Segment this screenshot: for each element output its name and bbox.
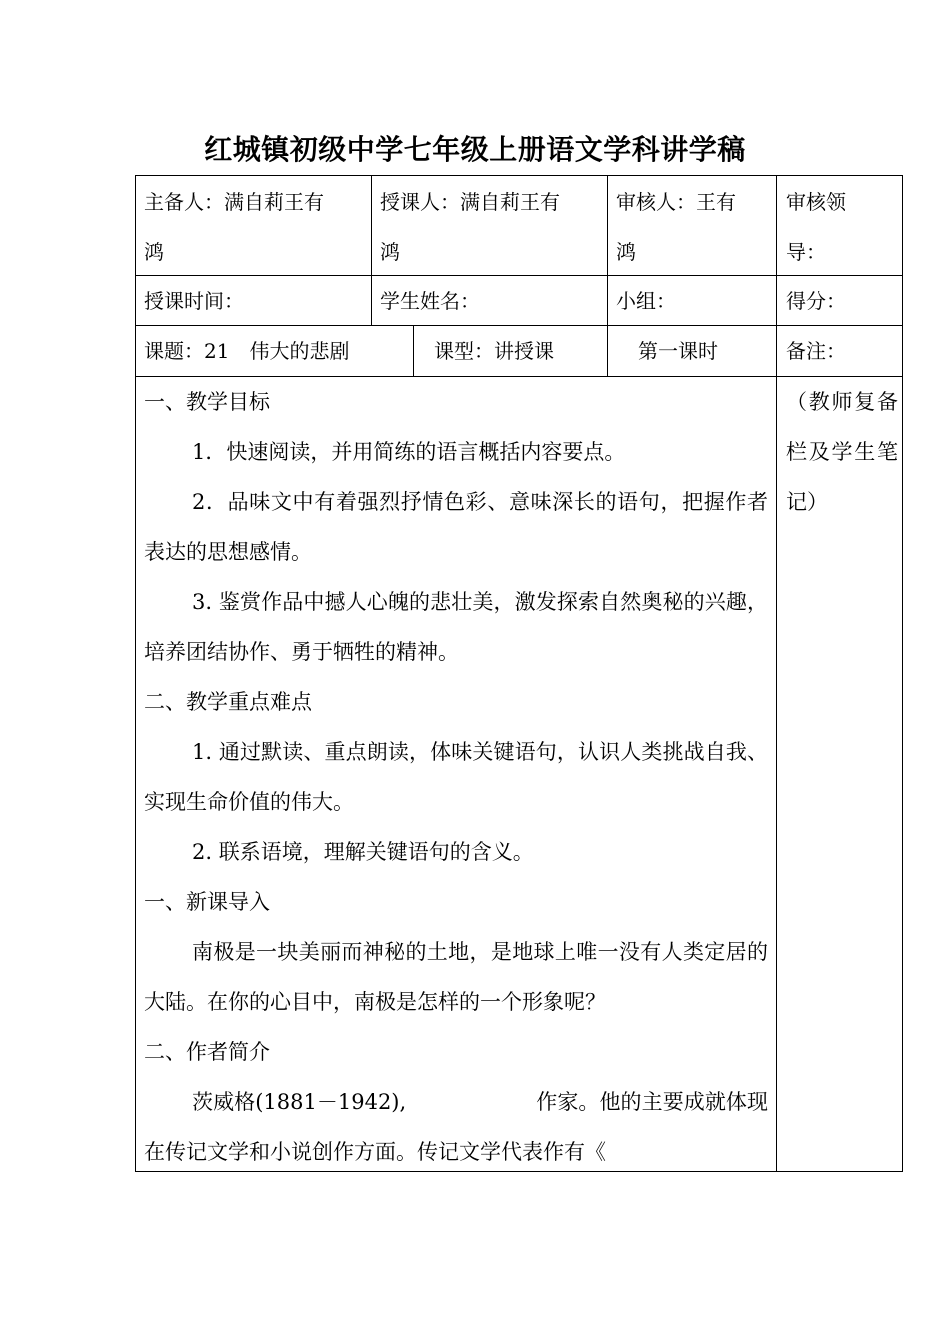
- notes-column-label: （教师复备栏及学生笔记）: [786, 390, 898, 514]
- author-intro-start: 茨威格(1881－1942),: [192, 1090, 407, 1114]
- lesson-type-field: 课型：讲授课: [434, 339, 554, 363]
- lesson-time-field: 授课时间：: [144, 289, 244, 313]
- section-heading: 二、教学重点难点: [144, 690, 312, 714]
- lesson-content: [144, 377, 768, 1177]
- column-divider: [413, 325, 414, 376]
- remark-field: 备注：: [786, 339, 846, 363]
- column-divider: [371, 175, 372, 325]
- reviewer-cell: [616, 177, 736, 277]
- lecturer-cell: [380, 177, 560, 277]
- section-heading: 二、作者简介: [144, 1040, 270, 1064]
- intro-paragraph: 南极是一块美丽而神秘的土地，是地球上唯一没有人类定居的大陆。在你的心目中，南极是怎样的一个形象呢？: [144, 940, 768, 1014]
- preparer-label: 主备人：满自莉王有: [144, 190, 324, 214]
- author-paragraph: [144, 1077, 768, 1177]
- column-divider: [776, 175, 777, 1172]
- document-title: 红城镇初级中学七年级上册语文学科讲学稿: [204, 133, 746, 166]
- student-name-field: 学生姓名：: [380, 289, 480, 313]
- leader-label-cont: 导：: [786, 240, 826, 264]
- topic-field: 课题：21 伟大的悲剧: [144, 339, 350, 363]
- author-intro-rest: 作家。他的主要成就体现在传记文学和小说创作方面。传记文学代表作有《: [144, 1090, 768, 1164]
- score-field: 得分：: [786, 289, 846, 313]
- period-field: 第一课时: [638, 339, 718, 363]
- reviewer-label-cont: 鸿: [616, 240, 636, 264]
- goal-item: 1．快速阅读，并用简练的语言概括内容要点。: [192, 440, 626, 464]
- reviewer-label: 审核人：王有: [616, 190, 736, 214]
- preparer-label-cont: 鸿: [144, 240, 164, 264]
- lecturer-label-cont: 鸿: [380, 240, 400, 264]
- key-point-item: 2. 联系语境，理解关键语句的含义。: [192, 840, 534, 864]
- column-divider: [607, 175, 608, 376]
- leader-label: 审核领: [786, 190, 846, 214]
- goal-item: 2．品味文中有着强烈抒情色彩、意味深长的语句，把握作者表达的思想感情。: [144, 490, 768, 564]
- leader-cell: [786, 177, 846, 277]
- section-heading: 一、教学目标: [144, 390, 270, 414]
- preparer-cell: [144, 177, 324, 277]
- section-heading: 一、新课导入: [144, 890, 270, 914]
- key-point-item: 1. 通过默读、重点朗读，体味关键语句，认识人类挑战自我、实现生命价值的伟大。: [144, 740, 768, 814]
- group-field: 小组：: [616, 289, 676, 313]
- lecturer-label: 授课人：满自莉王有: [380, 190, 560, 214]
- goal-item: 3. 鉴赏作品中撼人心魄的悲壮美，激发探索自然奥秘的兴趣，培养团结协作、勇于牺牲的精神。: [144, 590, 768, 664]
